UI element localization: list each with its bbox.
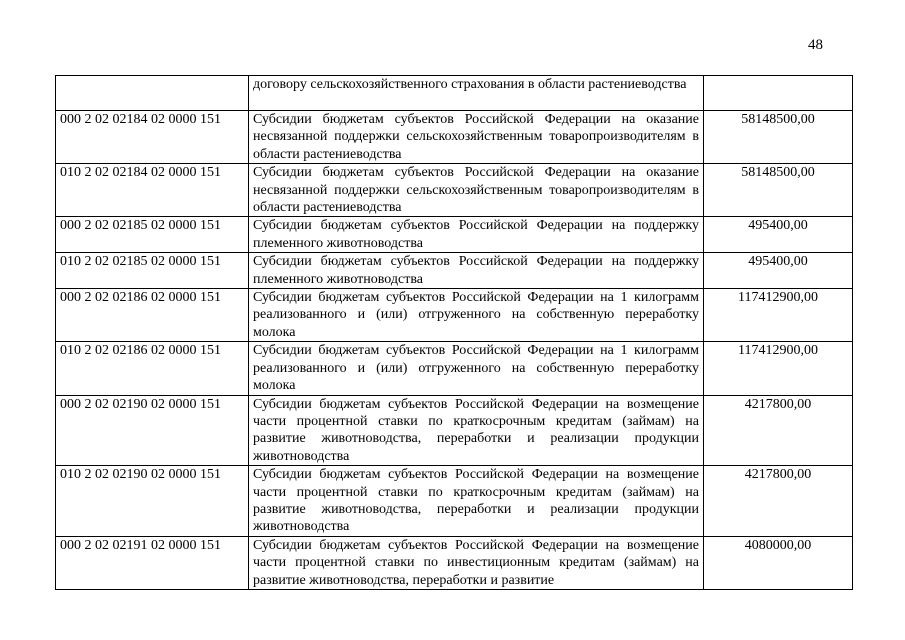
table-row (56, 111, 853, 164)
row-amount: 4217800,00 (704, 466, 853, 537)
row-description: Субсидии бюджетам субъектов Российской Федерации на оказание несвязанной поддержки сельскохозяйственным товаропроизводителям в области растениеводства (249, 111, 704, 164)
budget-table (55, 75, 853, 590)
row-description: Субсидии бюджетам субъектов Российской Федерации на возмещение части процентной ставки по краткосрочным кредитам (займам) на развитие животноводства, переработки и реализации продукции животноводства (249, 466, 704, 537)
table-row (56, 466, 853, 537)
row-code: 000 2 02 02191 02 0000 151 (56, 536, 249, 589)
row-amount: 117412900,00 (704, 342, 853, 395)
row-description: Субсидии бюджетам субъектов Российской Федерации на 1 килограмм реализованного и (или) отгруженного на собственную переработку молока (249, 289, 704, 342)
row-code: 010 2 02 02190 02 0000 151 (56, 466, 249, 537)
row-description: договору сельскохозяйственного страхования в области растениеводства (249, 76, 704, 111)
row-description: Субсидии бюджетам субъектов Российской Федерации на 1 килограмм реализованного и (или) отгруженного на собственную переработку молока (249, 342, 704, 395)
row-amount: 4217800,00 (704, 395, 853, 466)
table-row (56, 76, 853, 111)
row-code: 000 2 02 02186 02 0000 151 (56, 289, 249, 342)
row-amount: 495400,00 (704, 217, 853, 253)
table-row (56, 253, 853, 289)
row-code: 000 2 02 02184 02 0000 151 (56, 111, 249, 164)
row-description: Субсидии бюджетам субъектов Российской Федерации на возмещение части процентной ставки по краткосрочным кредитам (займам) на развитие животноводства, переработки и реализации продукции животноводства (249, 395, 704, 466)
row-description: Субсидии бюджетам субъектов Российской Федерации на поддержку племенного животноводства (249, 217, 704, 253)
row-amount: 58148500,00 (704, 111, 853, 164)
row-description: Субсидии бюджетам субъектов Российской Федерации на оказание несвязанной поддержки сельскохозяйственным товаропроизводителям в области растениеводства (249, 164, 704, 217)
row-code: 000 2 02 02185 02 0000 151 (56, 217, 249, 253)
row-amount: 4080000,00 (704, 536, 853, 589)
table-row (56, 289, 853, 342)
table-row (56, 217, 853, 253)
row-amount (704, 76, 853, 111)
row-code: 010 2 02 02185 02 0000 151 (56, 253, 249, 289)
row-code (56, 76, 249, 111)
row-amount: 495400,00 (704, 253, 853, 289)
table-row (56, 536, 853, 589)
row-amount: 58148500,00 (704, 164, 853, 217)
row-description: Субсидии бюджетам субъектов Российской Федерации на возмещение части процентной ставки по инвестиционным кредитам (займам) на развитие животноводства, переработки и развитие (249, 536, 704, 589)
row-code: 010 2 02 02184 02 0000 151 (56, 164, 249, 217)
row-code: 000 2 02 02190 02 0000 151 (56, 395, 249, 466)
row-amount: 117412900,00 (704, 289, 853, 342)
page-number: 48 (808, 37, 823, 53)
row-code: 010 2 02 02186 02 0000 151 (56, 342, 249, 395)
table-row (56, 342, 853, 395)
row-description: Субсидии бюджетам субъектов Российской Федерации на поддержку племенного животноводства (249, 253, 704, 289)
table-row (56, 164, 853, 217)
table-row (56, 395, 853, 466)
